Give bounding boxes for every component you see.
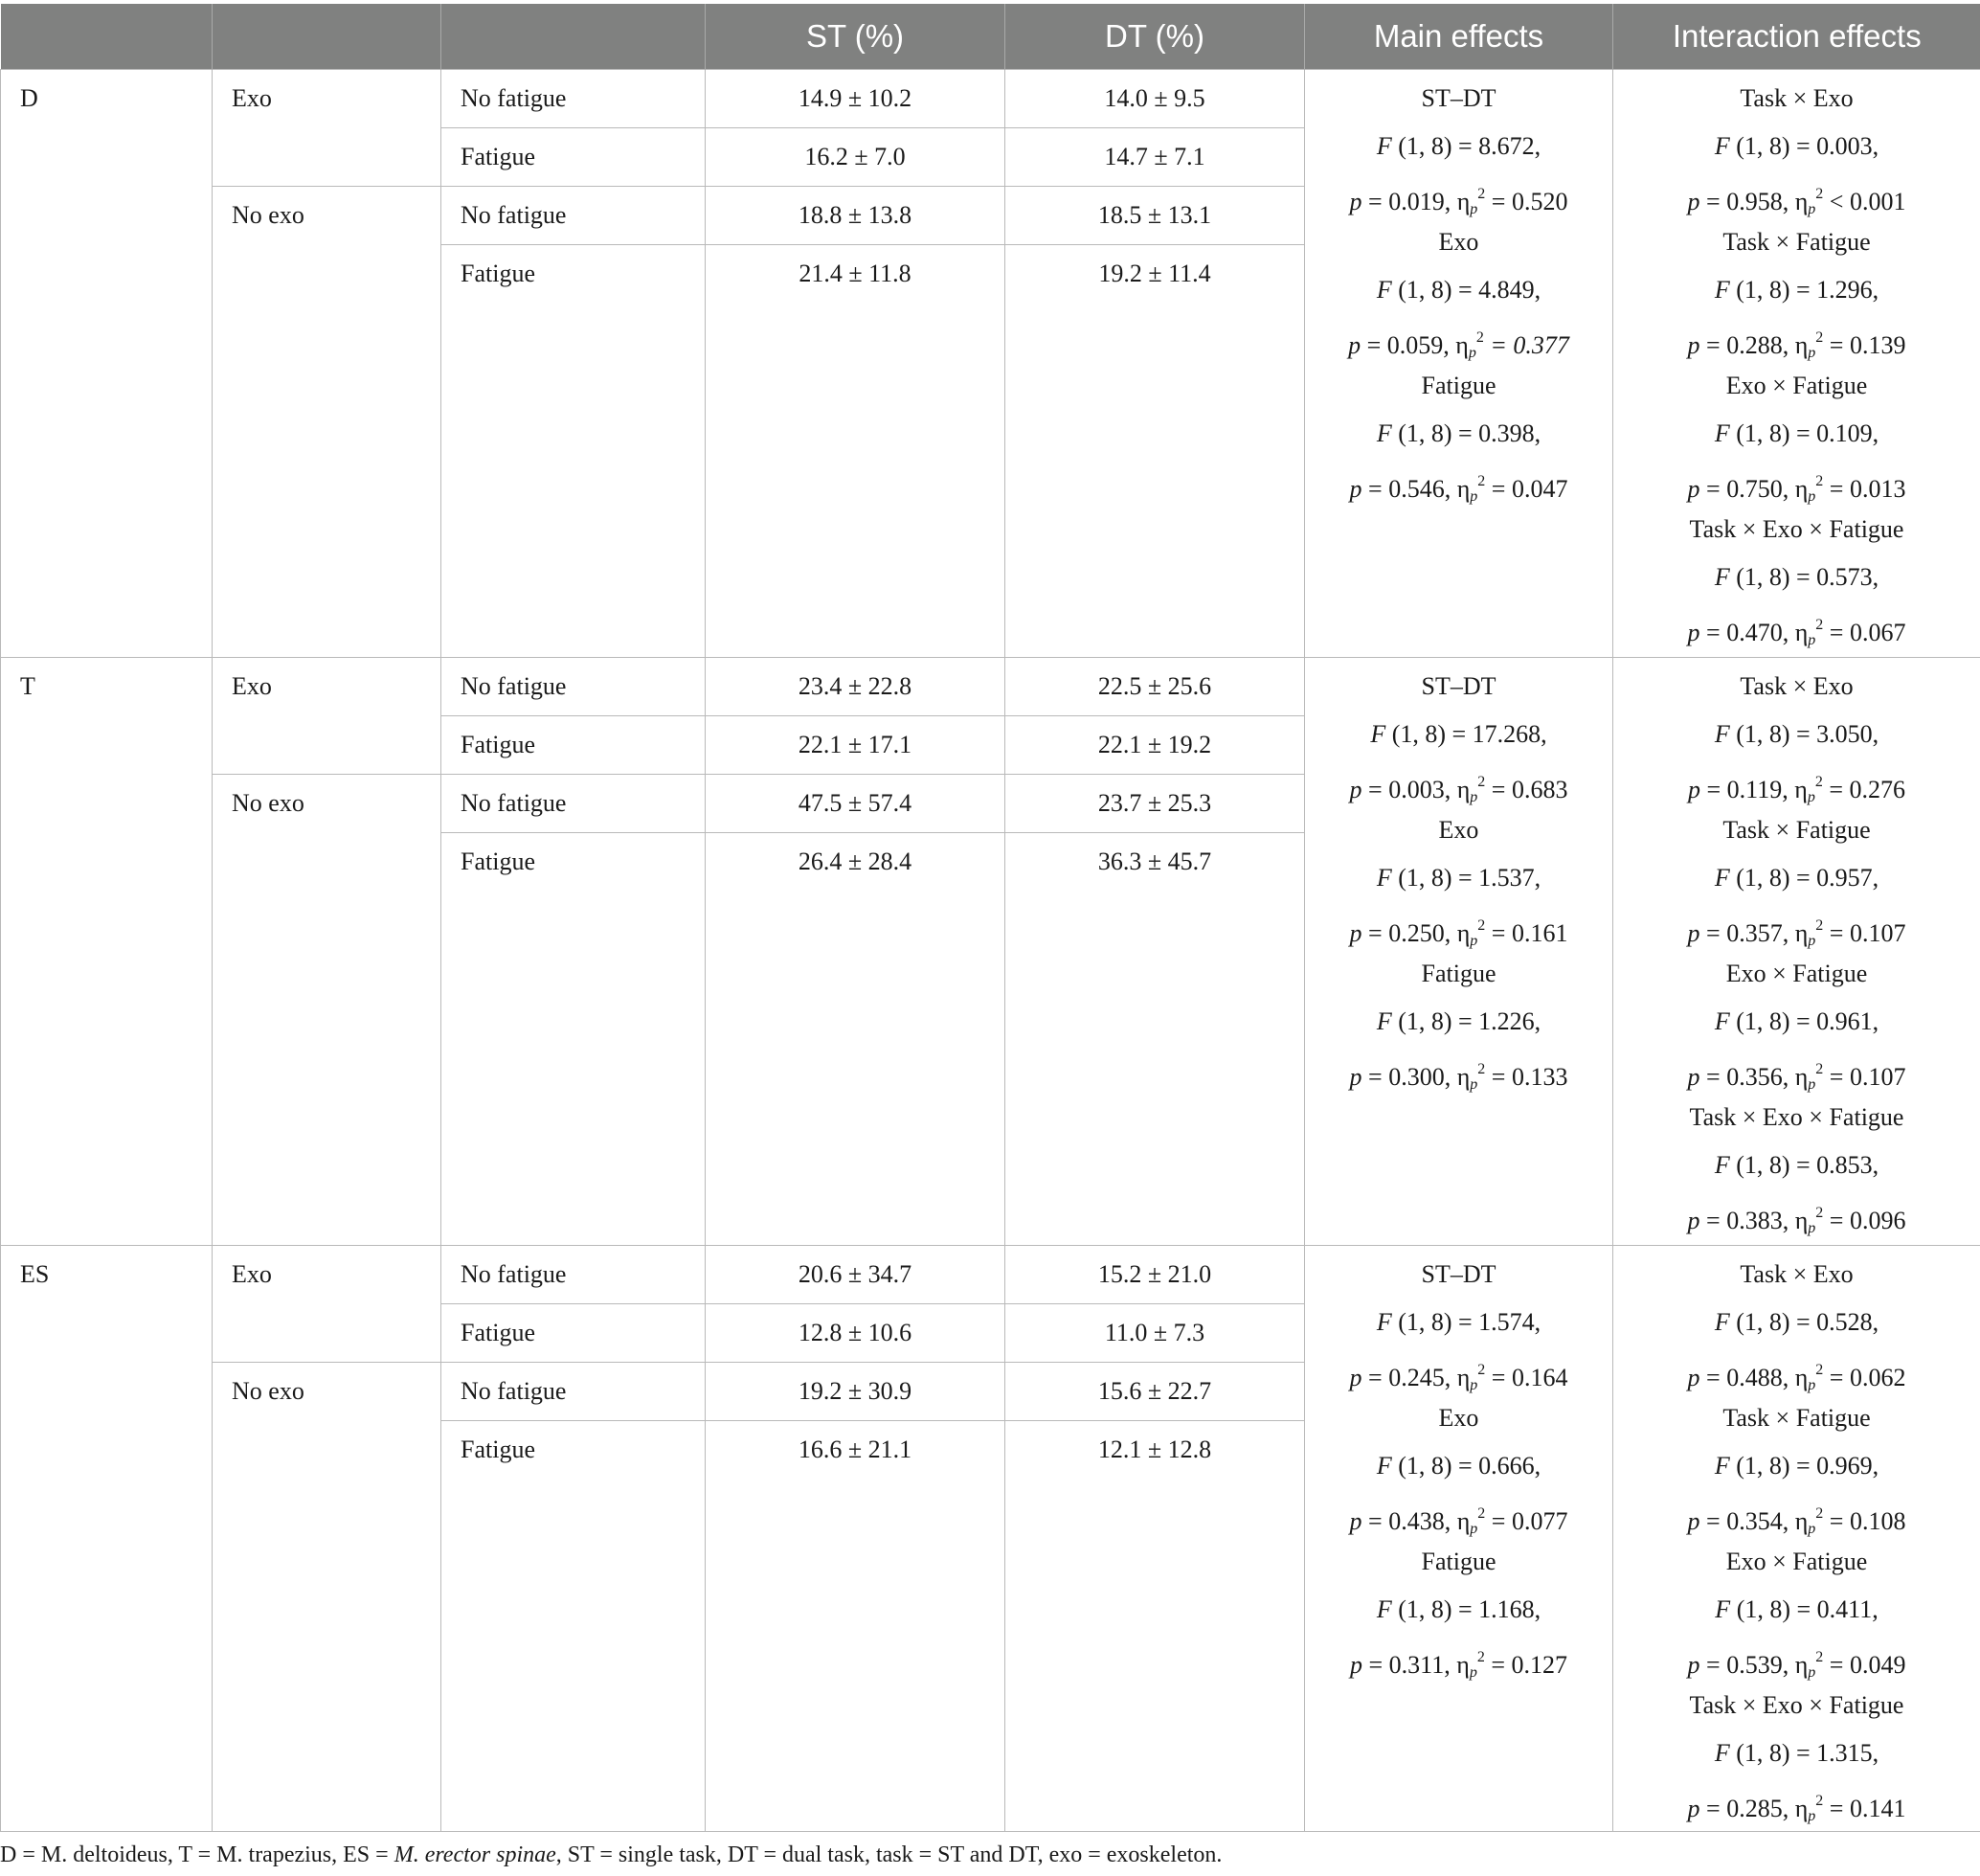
muscle-label: D xyxy=(1,70,213,658)
results-table xyxy=(0,4,1980,1832)
muscle-label: T xyxy=(1,658,213,1246)
f-value: (1, 8) = 0.003, xyxy=(1736,132,1879,160)
effect-name: Task × Fatigue xyxy=(1722,228,1871,256)
p-value: = 0.488, η xyxy=(1699,1364,1809,1391)
p-value: = 0.438, η xyxy=(1361,1507,1471,1535)
fatigue-condition-label: Fatigue xyxy=(441,1304,706,1363)
eta-subscript: p xyxy=(1470,789,1478,805)
header-muscle xyxy=(1,4,213,70)
effect-p-eta xyxy=(1305,902,1612,950)
eta-value: = 0.108 xyxy=(1823,1507,1906,1535)
f-value: (1, 8) = 0.853, xyxy=(1736,1151,1879,1179)
p-symbol: p xyxy=(1349,1364,1362,1391)
eta-value: = 0.276 xyxy=(1822,776,1905,803)
f-value: (1, 8) = 3.050, xyxy=(1736,720,1879,748)
effect-p-eta xyxy=(1613,1346,1980,1394)
dt-value: 12.1 ± 12.8 xyxy=(1005,1421,1305,1832)
effect-f-statistic xyxy=(1305,1442,1612,1490)
eta-value: = 0.127 xyxy=(1484,1651,1567,1679)
p-symbol: p xyxy=(1688,776,1701,803)
effect-f-statistic xyxy=(1305,1586,1612,1634)
eta-superscript: 2 xyxy=(1476,1649,1485,1665)
p-symbol: p xyxy=(1687,1651,1700,1679)
effect-f-statistic xyxy=(1613,711,1980,758)
fatigue-condition-label: Fatigue xyxy=(441,833,706,1246)
header-exo xyxy=(213,4,441,70)
effect-p-eta xyxy=(1305,1634,1612,1682)
st-value: 12.8 ± 10.6 xyxy=(706,1304,1005,1363)
effect-name: Task × Exo × Fatigue xyxy=(1689,1691,1904,1719)
eta-value: = 0.133 xyxy=(1485,1063,1568,1091)
fatigue-condition-label: No fatigue xyxy=(441,70,706,128)
p-value: = 0.354, η xyxy=(1699,1507,1809,1535)
p-value: = 0.300, η xyxy=(1361,1063,1471,1091)
effect-p-eta xyxy=(1613,1634,1980,1682)
fatigue-condition-label: Fatigue xyxy=(441,128,706,187)
eta-value: = 0.141 xyxy=(1823,1795,1906,1822)
muscle-label: ES xyxy=(1,1246,213,1832)
p-symbol: p xyxy=(1349,919,1362,947)
effect-f-statistic xyxy=(1613,998,1980,1046)
effect-f-statistic xyxy=(1305,266,1612,314)
eta-subscript: p xyxy=(1808,345,1816,361)
table-row xyxy=(1,1246,1980,1304)
eta-subscript: p xyxy=(1470,1377,1478,1393)
eta-subscript: p xyxy=(1469,1664,1477,1681)
effect-p-eta xyxy=(1613,1189,1980,1237)
main-effects-cell xyxy=(1305,658,1613,1246)
f-symbol: F xyxy=(1714,864,1730,892)
effect-p-eta xyxy=(1613,458,1980,506)
dt-value: 19.2 ± 11.4 xyxy=(1005,245,1305,658)
fatigue-condition-label: No fatigue xyxy=(441,187,706,245)
f-symbol: F xyxy=(1714,1151,1730,1179)
effect-f-statistic xyxy=(1613,1729,1980,1777)
eta-superscript: 2 xyxy=(1815,473,1824,489)
f-symbol: F xyxy=(1376,276,1392,304)
eta-superscript: 2 xyxy=(1814,774,1823,790)
f-value: (1, 8) = 8.672, xyxy=(1398,132,1541,160)
st-value: 14.9 ± 10.2 xyxy=(706,70,1005,128)
f-value: (1, 8) = 17.268, xyxy=(1391,720,1547,748)
effect-name: Task × Fatigue xyxy=(1722,1404,1871,1432)
noexo-condition-label: No exo xyxy=(213,1363,441,1832)
interaction-effects-cell xyxy=(1613,1246,1980,1832)
effect-name: ST–DT xyxy=(1421,672,1496,700)
effect-p-eta xyxy=(1613,1777,1980,1825)
eta-subscript: p xyxy=(1468,345,1476,361)
eta-subscript: p xyxy=(1808,1076,1816,1093)
f-symbol: F xyxy=(1376,132,1392,160)
effect-name: Exo xyxy=(1438,1404,1479,1432)
st-value: 16.2 ± 7.0 xyxy=(706,128,1005,187)
p-value: = 0.245, η xyxy=(1361,1364,1471,1391)
eta-value: = 0.520 xyxy=(1485,188,1568,215)
f-value: (1, 8) = 1.168, xyxy=(1398,1595,1541,1623)
f-symbol: F xyxy=(1714,1452,1730,1480)
eta-value: = 0.139 xyxy=(1823,331,1906,359)
effect-name: Exo × Fatigue xyxy=(1725,1548,1868,1575)
eta-subscript: p xyxy=(1808,1521,1816,1537)
p-symbol: p xyxy=(1687,1063,1700,1091)
eta-subscript: p xyxy=(1470,1076,1478,1093)
fatigue-condition-label: No fatigue xyxy=(441,658,706,716)
f-symbol: F xyxy=(1714,1308,1730,1336)
eta-value: = 0.107 xyxy=(1823,1063,1906,1091)
f-value: (1, 8) = 4.849, xyxy=(1398,276,1541,304)
eta-value: = 0.049 xyxy=(1823,1651,1906,1679)
p-value: = 0.288, η xyxy=(1699,331,1809,359)
eta-superscript: 2 xyxy=(1477,473,1486,489)
p-symbol: p xyxy=(1687,331,1700,359)
noexo-condition-label: No exo xyxy=(213,187,441,658)
dt-value: 14.7 ± 7.1 xyxy=(1005,128,1305,187)
dt-value: 22.5 ± 25.6 xyxy=(1005,658,1305,716)
exo-condition-label: Exo xyxy=(213,70,441,187)
eta-subscript: p xyxy=(1808,201,1816,217)
effect-name: Task × Exo xyxy=(1740,672,1854,700)
eta-superscript: 2 xyxy=(1477,1362,1486,1378)
footnote-text-2: , ST = single task, DT = dual task, task = ST and DT, exo = exoskeleton. xyxy=(555,1842,1223,1867)
eta-superscript: 2 xyxy=(1815,1505,1824,1522)
fatigue-condition-label: Fatigue xyxy=(441,245,706,658)
effect-f-statistic xyxy=(1613,1586,1980,1634)
main-effects-cell xyxy=(1305,1246,1613,1832)
effect-f-statistic xyxy=(1613,123,1980,170)
effect-p-eta xyxy=(1613,902,1980,950)
eta-superscript: 2 xyxy=(1475,329,1484,346)
p-value: = 0.357, η xyxy=(1699,919,1809,947)
effect-f-statistic xyxy=(1613,266,1980,314)
eta-value: = 0.377 xyxy=(1483,331,1569,359)
dt-value: 22.1 ± 19.2 xyxy=(1005,716,1305,775)
p-symbol: p xyxy=(1349,1063,1362,1091)
eta-value: = 0.062 xyxy=(1823,1364,1906,1391)
p-symbol: p xyxy=(1687,1207,1700,1234)
exo-condition-label: Exo xyxy=(213,658,441,775)
st-value: 21.4 ± 11.8 xyxy=(706,245,1005,658)
effect-name: Task × Fatigue xyxy=(1722,816,1871,844)
eta-value: = 0.096 xyxy=(1823,1207,1906,1234)
eta-superscript: 2 xyxy=(1477,774,1486,790)
p-symbol: p xyxy=(1349,1507,1362,1535)
f-value: (1, 8) = 0.969, xyxy=(1736,1452,1879,1480)
header-st: ST (%) xyxy=(706,4,1005,70)
effect-f-statistic xyxy=(1613,854,1980,902)
effect-p-eta xyxy=(1305,314,1612,362)
f-value: (1, 8) = 0.398, xyxy=(1398,419,1541,447)
eta-superscript: 2 xyxy=(1477,917,1486,934)
f-symbol: F xyxy=(1714,563,1730,591)
p-value: = 0.311, η xyxy=(1362,1651,1470,1679)
eta-subscript: p xyxy=(1808,1664,1816,1681)
eta-superscript: 2 xyxy=(1477,186,1486,202)
p-symbol: p xyxy=(1687,188,1700,215)
f-value: (1, 8) = 0.666, xyxy=(1398,1452,1541,1480)
table-row xyxy=(1,658,1980,716)
f-symbol: F xyxy=(1714,132,1730,160)
noexo-condition-label: No exo xyxy=(213,775,441,1246)
f-symbol: F xyxy=(1714,419,1730,447)
p-value: = 0.356, η xyxy=(1699,1063,1809,1091)
eta-subscript: p xyxy=(1470,933,1478,949)
eta-subscript: p xyxy=(1807,789,1815,805)
effect-p-eta xyxy=(1613,170,1980,218)
dt-value: 11.0 ± 7.3 xyxy=(1005,1304,1305,1363)
eta-subscript: p xyxy=(1470,488,1478,505)
f-symbol: F xyxy=(1714,1007,1730,1035)
f-symbol: F xyxy=(1376,1007,1392,1035)
main-effects-cell xyxy=(1305,70,1613,658)
dt-value: 18.5 ± 13.1 xyxy=(1005,187,1305,245)
eta-value: = 0.164 xyxy=(1485,1364,1568,1391)
f-symbol: F xyxy=(1714,276,1730,304)
fatigue-condition-label: Fatigue xyxy=(441,1421,706,1832)
f-value: (1, 8) = 0.411, xyxy=(1736,1595,1879,1623)
effect-name: Task × Exo xyxy=(1740,1260,1854,1288)
effect-f-statistic xyxy=(1613,1299,1980,1346)
f-symbol: F xyxy=(1714,1739,1730,1767)
f-value: (1, 8) = 0.573, xyxy=(1736,563,1879,591)
f-symbol: F xyxy=(1376,419,1392,447)
p-symbol: p xyxy=(1687,1364,1700,1391)
f-symbol: F xyxy=(1376,1308,1392,1336)
p-value: = 0.470, η xyxy=(1699,619,1809,646)
eta-subscript: p xyxy=(1470,201,1478,217)
eta-subscript: p xyxy=(1808,933,1816,949)
effect-p-eta xyxy=(1305,458,1612,506)
fatigue-condition-label: No fatigue xyxy=(441,1363,706,1421)
p-symbol: p xyxy=(1687,475,1700,503)
dt-value: 36.3 ± 45.7 xyxy=(1005,833,1305,1246)
effect-f-statistic xyxy=(1613,1141,1980,1189)
eta-superscript: 2 xyxy=(1815,1793,1824,1809)
f-value: (1, 8) = 1.296, xyxy=(1736,276,1879,304)
st-value: 19.2 ± 30.9 xyxy=(706,1363,1005,1421)
eta-subscript: p xyxy=(1808,1377,1816,1393)
p-value: = 0.383, η xyxy=(1699,1207,1809,1234)
p-value: = 0.285, η xyxy=(1699,1795,1809,1822)
eta-subscript: p xyxy=(1808,632,1816,648)
table-footnote xyxy=(0,1842,1222,1868)
effect-f-statistic xyxy=(1613,1442,1980,1490)
f-value: (1, 8) = 0.961, xyxy=(1736,1007,1879,1035)
effect-f-statistic xyxy=(1613,410,1980,458)
st-value: 47.5 ± 57.4 xyxy=(706,775,1005,833)
eta-value: = 0.683 xyxy=(1485,776,1568,803)
effect-name: Task × Exo xyxy=(1740,84,1854,112)
eta-superscript: 2 xyxy=(1815,917,1824,934)
p-symbol: p xyxy=(1687,1507,1700,1535)
effect-name: Exo × Fatigue xyxy=(1725,372,1868,399)
effect-f-statistic xyxy=(1305,854,1612,902)
f-symbol: F xyxy=(1376,1595,1392,1623)
p-value: = 0.250, η xyxy=(1361,919,1471,947)
eta-value: = 0.067 xyxy=(1823,619,1906,646)
effect-f-statistic xyxy=(1305,1299,1612,1346)
eta-subscript: p xyxy=(1470,1521,1478,1537)
effect-f-statistic xyxy=(1305,123,1612,170)
interaction-effects-cell xyxy=(1613,70,1980,658)
footnote-text-1: D = M. deltoideus, T = M. trapezius, ES = xyxy=(0,1842,394,1867)
p-symbol: p xyxy=(1687,1795,1700,1822)
header-fatigue xyxy=(441,4,706,70)
effect-f-statistic xyxy=(1305,998,1612,1046)
eta-superscript: 2 xyxy=(1815,329,1824,346)
eta-superscript: 2 xyxy=(1815,1205,1824,1221)
effect-p-eta xyxy=(1613,1490,1980,1538)
eta-superscript: 2 xyxy=(1477,1505,1486,1522)
st-value: 18.8 ± 13.8 xyxy=(706,187,1005,245)
p-value: = 0.059, η xyxy=(1361,331,1469,359)
p-symbol: p xyxy=(1348,331,1361,359)
f-value: (1, 8) = 1.574, xyxy=(1398,1308,1541,1336)
effect-name: Exo xyxy=(1438,816,1479,844)
st-value: 16.6 ± 21.1 xyxy=(706,1421,1005,1832)
effect-f-statistic xyxy=(1305,711,1612,758)
effect-p-eta xyxy=(1305,1490,1612,1538)
effect-p-eta xyxy=(1305,758,1612,806)
eta-superscript: 2 xyxy=(1477,1061,1486,1077)
dt-value: 15.2 ± 21.0 xyxy=(1005,1246,1305,1304)
dt-value: 15.6 ± 22.7 xyxy=(1005,1363,1305,1421)
st-value: 20.6 ± 34.7 xyxy=(706,1246,1005,1304)
header-interaction-effects: Interaction effects xyxy=(1613,4,1980,70)
effect-name: Task × Exo × Fatigue xyxy=(1689,515,1904,543)
eta-subscript: p xyxy=(1808,1808,1816,1824)
eta-value: = 0.013 xyxy=(1823,475,1906,503)
f-value: (1, 8) = 0.528, xyxy=(1736,1308,1879,1336)
f-value: (1, 8) = 1.537, xyxy=(1398,864,1541,892)
eta-superscript: 2 xyxy=(1815,1061,1824,1077)
effect-name: Fatigue xyxy=(1421,1548,1496,1575)
fatigue-condition-label: No fatigue xyxy=(441,1246,706,1304)
p-symbol: p xyxy=(1349,776,1362,803)
effect-name: Exo xyxy=(1438,228,1479,256)
fatigue-condition-label: Fatigue xyxy=(441,716,706,775)
p-value: = 0.958, η xyxy=(1699,188,1809,215)
effect-name: Fatigue xyxy=(1421,960,1496,987)
footnote-italic: M. erector spinae xyxy=(394,1842,556,1867)
eta-subscript: p xyxy=(1808,1220,1816,1236)
p-symbol: p xyxy=(1350,1651,1363,1679)
p-symbol: p xyxy=(1349,188,1362,215)
effect-p-eta xyxy=(1613,601,1980,649)
p-symbol: p xyxy=(1687,619,1700,646)
p-value: = 0.750, η xyxy=(1699,475,1809,503)
f-symbol: F xyxy=(1376,1452,1392,1480)
effect-name: Fatigue xyxy=(1421,372,1496,399)
effect-p-eta xyxy=(1305,170,1612,218)
effect-name: Exo × Fatigue xyxy=(1725,960,1868,987)
effect-p-eta xyxy=(1305,1046,1612,1094)
st-value: 26.4 ± 28.4 xyxy=(706,833,1005,1246)
interaction-effects-cell xyxy=(1613,658,1980,1246)
st-value: 23.4 ± 22.8 xyxy=(706,658,1005,716)
p-value: = 0.546, η xyxy=(1361,475,1471,503)
f-symbol: F xyxy=(1370,720,1386,748)
p-value: = 0.003, η xyxy=(1361,776,1471,803)
p-value: = 0.539, η xyxy=(1699,1651,1809,1679)
header-main-effects: Main effects xyxy=(1305,4,1613,70)
eta-superscript: 2 xyxy=(1815,1649,1824,1665)
eta-value: = 0.161 xyxy=(1485,919,1568,947)
header-row xyxy=(1,4,1980,70)
p-symbol: p xyxy=(1687,919,1700,947)
eta-value: = 0.107 xyxy=(1823,919,1906,947)
p-symbol: p xyxy=(1349,475,1362,503)
effect-name: ST–DT xyxy=(1421,1260,1496,1288)
f-symbol: F xyxy=(1715,1595,1731,1623)
eta-superscript: 2 xyxy=(1815,617,1824,633)
header-dt: DT (%) xyxy=(1005,4,1305,70)
dt-value: 23.7 ± 25.3 xyxy=(1005,775,1305,833)
f-value: (1, 8) = 1.315, xyxy=(1736,1739,1879,1767)
effect-p-eta xyxy=(1305,1346,1612,1394)
fatigue-condition-label: No fatigue xyxy=(441,775,706,833)
eta-superscript: 2 xyxy=(1815,186,1824,202)
f-value: (1, 8) = 0.109, xyxy=(1736,419,1879,447)
dt-value: 14.0 ± 9.5 xyxy=(1005,70,1305,128)
f-value: (1, 8) = 0.957, xyxy=(1736,864,1879,892)
effect-f-statistic xyxy=(1613,554,1980,601)
f-value: (1, 8) = 1.226, xyxy=(1398,1007,1541,1035)
eta-value: = 0.047 xyxy=(1485,475,1568,503)
table-row xyxy=(1,70,1980,128)
eta-value: = 0.077 xyxy=(1485,1507,1568,1535)
p-value: = 0.119, η xyxy=(1700,776,1808,803)
effect-p-eta xyxy=(1613,758,1980,806)
effect-name: ST–DT xyxy=(1421,84,1496,112)
effect-p-eta xyxy=(1613,1046,1980,1094)
exo-condition-label: Exo xyxy=(213,1246,441,1363)
eta-subscript: p xyxy=(1808,488,1816,505)
effect-p-eta xyxy=(1613,314,1980,362)
f-symbol: F xyxy=(1714,720,1730,748)
eta-superscript: 2 xyxy=(1815,1362,1824,1378)
st-value: 22.1 ± 17.1 xyxy=(706,716,1005,775)
effect-f-statistic xyxy=(1305,410,1612,458)
p-value: = 0.019, η xyxy=(1361,188,1471,215)
f-symbol: F xyxy=(1376,864,1392,892)
eta-value: < 0.001 xyxy=(1823,188,1906,215)
effect-name: Task × Exo × Fatigue xyxy=(1689,1103,1904,1131)
